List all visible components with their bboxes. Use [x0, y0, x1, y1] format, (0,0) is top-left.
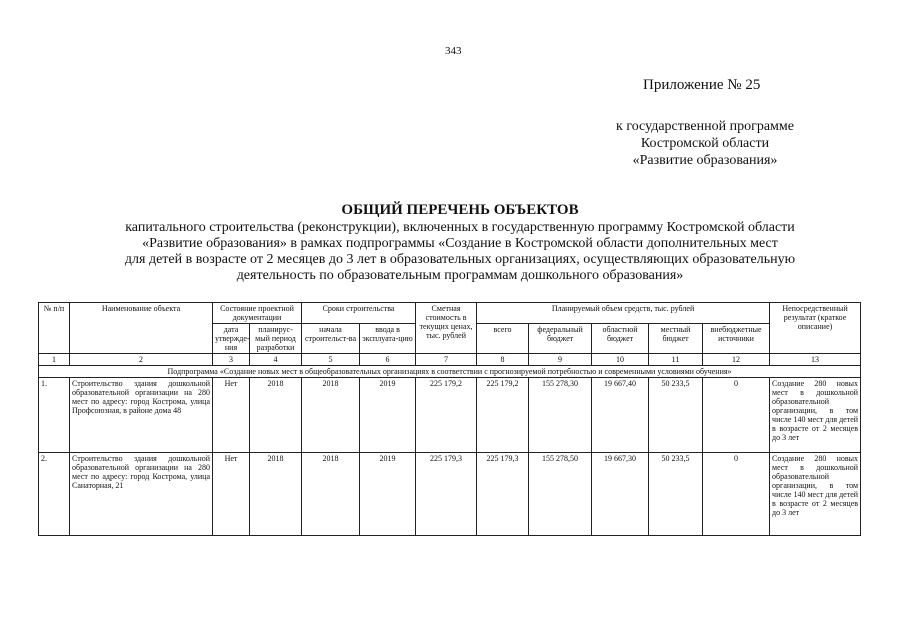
header-design-docs: Состояние проектной документации [213, 303, 302, 324]
row-result: Создание 280 новых мест в дошкольной образовательной организации, в том числе 140 мест для детей в возрасте от 2 месяцев до 3 лет [770, 453, 861, 536]
header-planned-period: планирус-мый период разработки [250, 324, 302, 354]
header-regional: областной бюджет [592, 324, 649, 354]
row-result: Создание 280 новых мест в дошкольной образовательной организации, в том числе 140 мест для детей в возрасте от 2 месяцев до 3 лет [770, 378, 861, 453]
row-extrabudget: 0 [703, 378, 770, 453]
row-local: 50 233,5 [649, 378, 703, 453]
subtitle-line-1: капитального строительства (реконструкции), включенных в государственную программу Костромской области [125, 220, 795, 235]
row-planned-period: 2018 [250, 453, 302, 536]
column-number: 6 [360, 354, 416, 366]
column-number: 3 [213, 354, 250, 366]
row-extrabudget: 0 [703, 453, 770, 536]
column-number: 1 [39, 354, 70, 366]
row-total: 225 179,3 [477, 453, 529, 536]
row-regional: 19 667,30 [592, 453, 649, 536]
document-subtitle [60, 220, 860, 284]
row-approval-date: Нет [213, 453, 250, 536]
header-start: начала строительст-ва [302, 324, 360, 354]
row-federal: 155 278,50 [529, 453, 592, 536]
objects-table [38, 302, 861, 536]
row-federal: 155 278,30 [529, 378, 592, 453]
row-estimated-cost: 225 179,3 [416, 453, 477, 536]
appendix-line-3: «Развитие образования» [632, 153, 778, 168]
row-total: 225 179,2 [477, 378, 529, 453]
header-approval-date: дата утвержде-ния [213, 324, 250, 354]
column-number: 7 [416, 354, 477, 366]
row-regional: 19 667,40 [592, 378, 649, 453]
header-construction-terms: Сроки строительства [302, 303, 416, 324]
row-start: 2018 [302, 378, 360, 453]
subtitle-line-2: «Развитие образования» в рамках подпрограммы «Создание в Костромской области дополнительных мест [142, 236, 778, 251]
column-number: 4 [250, 354, 302, 366]
row-local: 50 233,5 [649, 453, 703, 536]
subprogram-row [39, 366, 861, 378]
header-total: всего [477, 324, 529, 354]
row-object-name: Строительство здания дошкольной образовательной организации на 280 мест по адресу: город Кострома, улица Профсоюзная, в районе дома 48 [70, 378, 213, 453]
document-title: ОБЩИЙ ПЕРЕЧЕНЬ ОБЪЕКТОВ [341, 202, 579, 218]
column-number: 12 [703, 354, 770, 366]
subtitle-line-4: деятельность по образовательным программам дошкольного образования» [236, 268, 684, 283]
row-num: 2. [39, 453, 70, 536]
row-approval-date: Нет [213, 378, 250, 453]
row-num: 1. [39, 378, 70, 453]
column-number: 9 [529, 354, 592, 366]
column-number: 10 [592, 354, 649, 366]
subprogram-title: Подпрограмма «Создание новых мест в общеобразовательных организациях в соответствии с прогнозируемой потребностью и современными условиями обучения» [39, 366, 861, 378]
header-name: Наименование объекта [70, 303, 213, 354]
header-commissioning: ввода в эксплуата-цию [360, 324, 416, 354]
header-planned-funds: Планируемый объем средств, тыс. рублей [477, 303, 770, 324]
row-planned-period: 2018 [250, 378, 302, 453]
header-local: местный бюджет [649, 324, 703, 354]
header-num: № п/п [39, 303, 70, 354]
row-commissioning: 2019 [360, 378, 416, 453]
column-number: 8 [477, 354, 529, 366]
page-number: 343 [445, 45, 462, 57]
header-extrabudget: внебюджетные источники [703, 324, 770, 354]
header-result: Непосредственный результат (краткое описание) [770, 303, 861, 354]
column-number-row [39, 354, 861, 366]
appendix-reference [575, 118, 835, 169]
row-start: 2018 [302, 453, 360, 536]
column-number: 5 [302, 354, 360, 366]
row-commissioning: 2019 [360, 453, 416, 536]
header-row-1 [39, 303, 861, 324]
appendix-line-2: Костромской области [640, 136, 770, 151]
table-row [39, 378, 861, 453]
subtitle-line-3: для детей в возрасте от 2 месяцев до 3 лет в образовательных организациях, осуществляющих образовательную [124, 252, 796, 267]
row-estimated-cost: 225 179,2 [416, 378, 477, 453]
row-object-name: Строительство здания дошкольной образовательной организации на 280 мест по адресу: город Кострома, улица Санаторная, 21 [70, 453, 213, 536]
column-number: 11 [649, 354, 703, 366]
table-row [39, 453, 861, 536]
appendix-title: Приложение № 25 [643, 77, 761, 93]
header-estimated-cost: Сметная стоимость в текущих ценах, тыс. рублей [416, 303, 477, 354]
column-number: 2 [70, 354, 213, 366]
appendix-line-1: к государственной программе [616, 119, 794, 134]
column-number: 13 [770, 354, 861, 366]
header-federal: федеральный бюджет [529, 324, 592, 354]
